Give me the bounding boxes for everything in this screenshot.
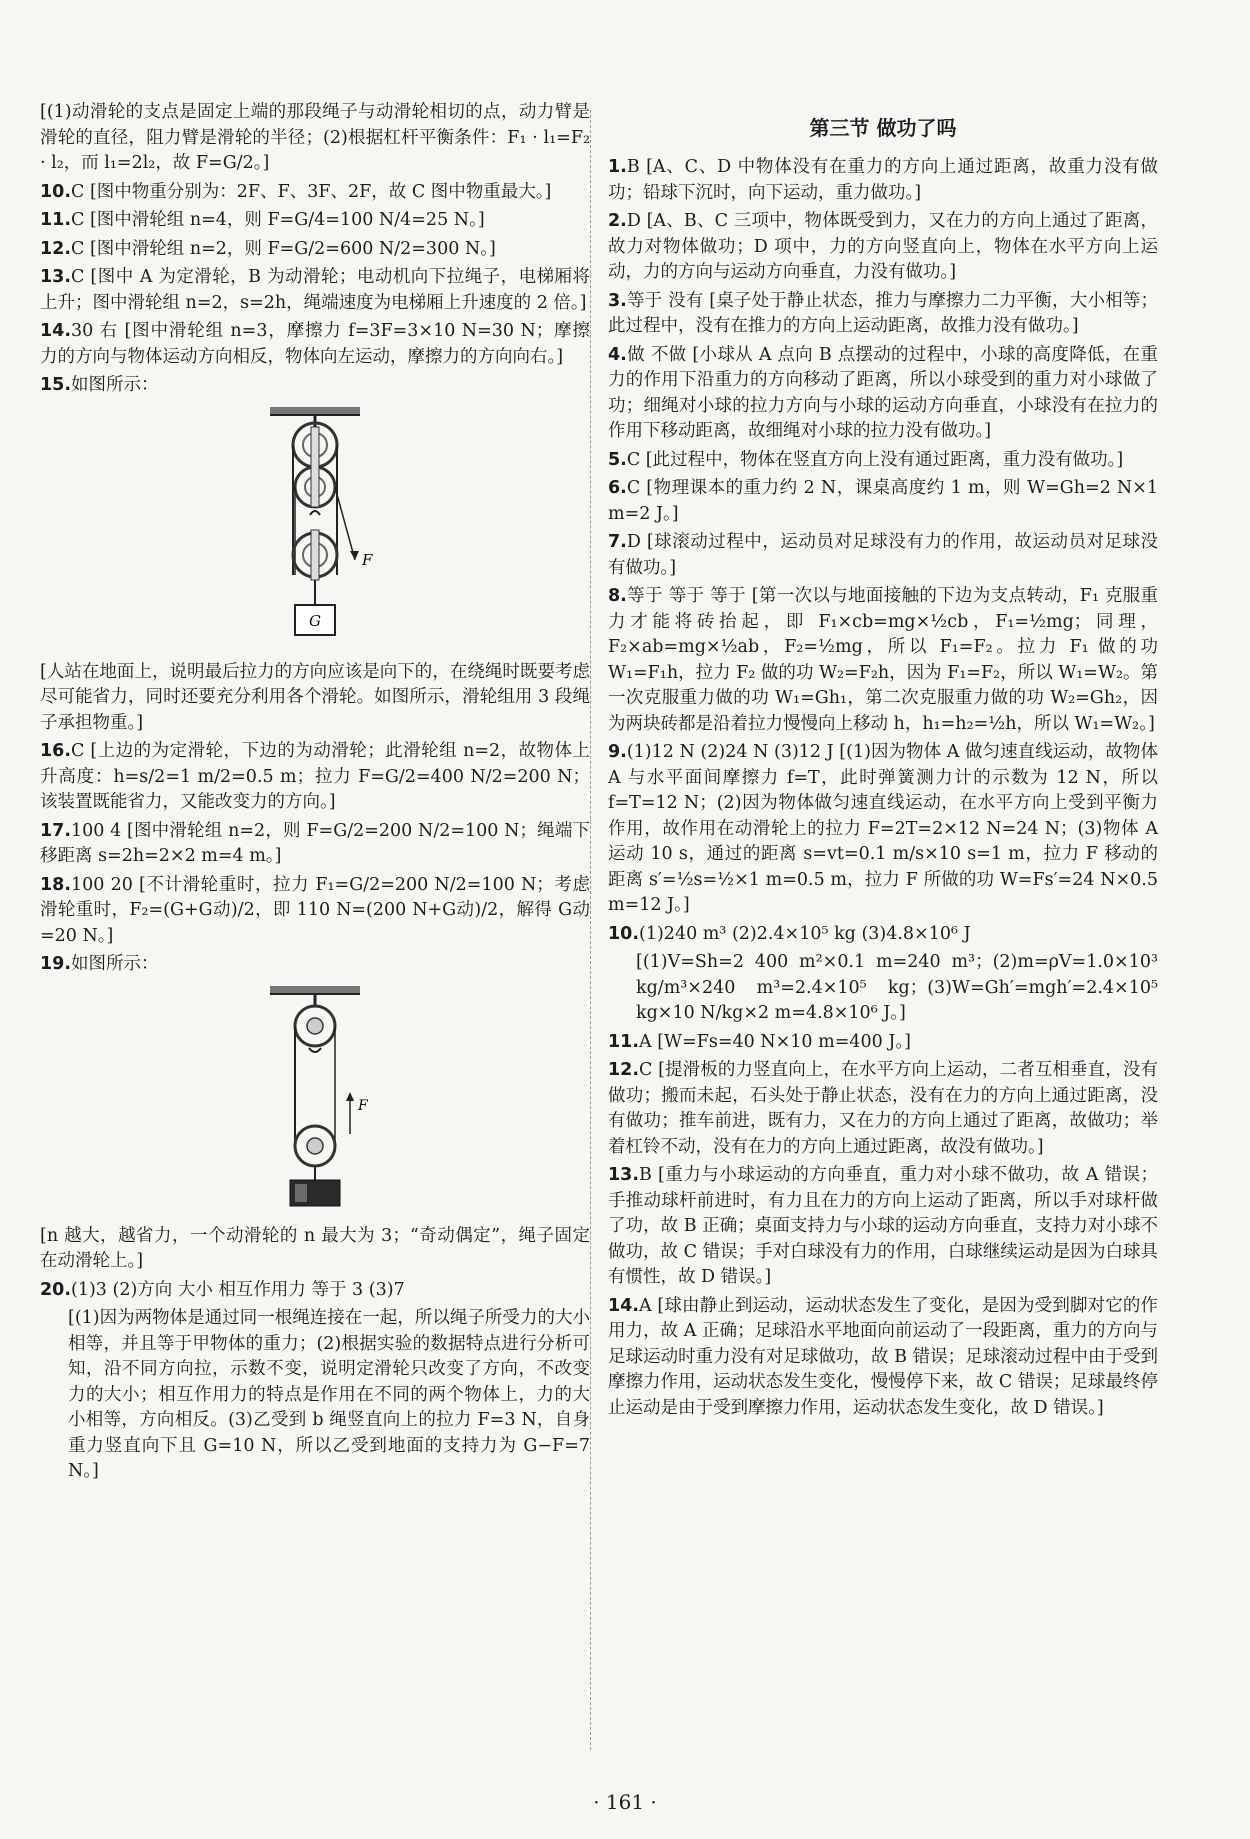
answer-20	[40, 1278, 590, 1304]
answer-15	[40, 373, 590, 399]
page-number: · 161 ·	[593, 1790, 657, 1814]
answer-18	[40, 873, 590, 950]
question-number: 14.	[608, 1295, 640, 1316]
question-number: 9.	[608, 742, 627, 762]
question-number: 16.	[40, 741, 72, 761]
answer-text: A [W=Fs=40 N×10 m=400 J。]	[639, 1031, 911, 1052]
section-title: 第三节 做功了吗	[809, 116, 957, 140]
answer-text: (1)3 (2)方向 大小 相互作用力 等于 3 (3)7	[71, 1279, 405, 1300]
question-number: 10.	[608, 923, 640, 944]
answer-12	[40, 237, 590, 263]
answer-19-explanation: [n 越大，越省力，一个动滑轮的 n 最大为 3；“奇动偶定”，绳子固定在动滑轮上。]	[40, 1225, 590, 1271]
answer-text: 30 右 [图中滑轮组 n=3，摩擦力 f=3F=3×10 N=30 N；摩擦力的方向与物体运动方向相反，物体向左运动，摩擦力的方向向右。]	[40, 321, 590, 367]
answer-text: 做 不做 [小球从 A 点向 B 点摆动的过程中，小球的高度降低，在重力的作用下沿重力的方向移动了距离，所以小球受到的重力对小球做了功；细绳对小球的拉力方向与小球的运动方向垂直，小球没有在拉力的作用下移动距离，故细绳对小球的拉力没有做功。]	[608, 344, 1158, 441]
answer-15-explanation: [人站在地面上，说明最后拉力的方向应该是向下的，在绕绳时既要考虑尽可能省力，同时还要充分利用各个滑轮。如图所示，滑轮组用 3 段绳子承担物重。]	[40, 661, 590, 733]
column-divider	[590, 110, 591, 1750]
pulley-diagram-19	[235, 984, 395, 1214]
answer-text: C [提滑板的力竖直向上，在水平方向上运动，二者互相垂直，没有做功；搬而未起，石头处于静止状态，没有在力的方向上通过距离，没有做功；推车前进，既有力，又在力的方向上通过了距离，故做功；举着杠铃不动，没有在力的方向上通过距离，故没有做功。]	[608, 1060, 1158, 1157]
answer-14	[40, 319, 590, 370]
answer-11	[40, 208, 590, 234]
question-number: 5.	[608, 449, 627, 470]
answer-r4	[608, 343, 1158, 445]
answer-r6	[608, 476, 1158, 527]
answer-r1	[608, 155, 1158, 206]
question-number: 15.	[40, 375, 72, 395]
answer-text: (1)12 N (2)24 N (3)12 J [(1)因为物体 A 做匀速直线运动，故物体 A 与水平面间摩擦力 f=T，此时弹簧测力计的示数为 12 N，所以 f=T=12 N；(2)因为物体做匀速直线运动，在水平方向上受到平衡力作用，故作用在动滑轮上的拉力 F=2T=2×12 N=24 N；(3)物体 A 运动 10 s，通过的距离 s=vt=0.1 m/s×10 s=1 m，拉力 F 移动的距离 s′=½s=½×1 m=0.5 m，拉力 F 所做的功 W=Fs′=24 N×0.5 m=12 J。]	[608, 742, 1158, 915]
question-number: 17.	[40, 820, 72, 841]
answer-r10	[608, 922, 1158, 948]
question-number: 1.	[608, 157, 627, 177]
question-number: 13.	[40, 267, 72, 287]
question-number: 4.	[608, 344, 627, 365]
answer-text: D [A、B、C 三项中，物体既受到力，又在力的方向上通过了距离，故力对物体做功；D 项中，力的方向竖直向上，物体在水平方向上运动，力的方向与运动方向垂直，力没有做功。]	[608, 211, 1158, 282]
answer-text: 100 4 [图中滑轮组 n=2，则 F=G/2=200 N/2=100 N；绳端下移距离 s=2h=2×2 m=4 m。]	[40, 820, 590, 866]
question-number: 6.	[608, 478, 627, 498]
question-number: 3.	[608, 290, 627, 311]
weight-label: G	[309, 611, 321, 630]
force-label: F	[358, 1097, 368, 1114]
answer-text: C [图中 A 为定滑轮，B 为动滑轮；电动机向下拉绳子，电梯厢将上升；图中滑轮组 n=2，s=2h，绳端速度为电梯厢上升速度的 2 倍。]	[40, 267, 590, 313]
ceiling	[270, 407, 360, 415]
answer-r8	[608, 584, 1158, 737]
answer-r7	[608, 530, 1158, 581]
question-number: 18.	[40, 874, 72, 895]
answer-9-continued: [(1)动滑轮的支点是固定上端的那段绳子与动滑轮相切的点，动力臂是滑轮的直径，阻力臂是滑轮的半径；(2)根据杠杆平衡条件：F₁ · l₁=F₂ · l₂，而 l₁=2l₂，故 F=G/2。]	[40, 102, 590, 173]
answer-text: D [球滚动过程中，运动员对足球没有力的作用，故运动员对足球没有做功。]	[608, 532, 1158, 578]
answer-r5	[608, 448, 1158, 474]
answer-text: C [此过程中，物体在竖直方向上没有通过距离，重力没有做功。]	[626, 449, 1124, 470]
question-number: 11.	[608, 1031, 640, 1052]
question-number: 12.	[40, 238, 72, 259]
answer-text: 如图所示：	[71, 375, 159, 395]
answer-20-explanation: [(1)因为两物体是通过同一根绳连接在一起，所以绳子所受力的大小相等，并且等于甲物体的重力；(2)根据实验的数据特点进行分析可知，沿不同方向拉，示数不变，说明定滑轮只改变了方向，不改变力的大小；相互作用力的特点是作用在不同的两个物体上，力的大小相等，方向相反。(3)乙受到 b 绳竖直向上的拉力 F=3 N，自身重力竖直向下且 G=10 N，所以乙受到地面的支持力为 G−F=7 N。]	[68, 1308, 590, 1481]
answer-r12	[608, 1058, 1158, 1160]
question-number: 19.	[40, 954, 72, 974]
right-column	[608, 100, 1158, 1424]
answer-r2	[608, 209, 1158, 286]
question-number: 8.	[608, 586, 627, 606]
answer-text: C [物理课本的重力约 2 N，课桌高度约 1 m，则 W=Gh=2 N×1 m=2 J。]	[608, 478, 1158, 524]
answer-text: 如图所示：	[71, 954, 159, 974]
question-number: 13.	[608, 1165, 640, 1185]
answer-r14	[608, 1294, 1158, 1422]
force-label: F	[362, 550, 373, 569]
answer-text: 等于 等于 等于 [第一次以与地面接触的下边为支点转动，F₁ 克服重力才能将砖抬起，即 F₁×cb=mg×½cb，F₁=½mg；同理，F₂×ab=mg×½ab，F₂=½mg，所以 F₁=F₂。拉力 F₁ 做的功 W₁=F₁h，拉力 F₂ 做的功 W₂=F₂h，因为 F₁=F₂，所以 W₁=W₂。第一次克服重力做的功 W₁=Gh₁，第二次克服重力做的功 W₂=Gh₂，因为两块砖都是沿着拉力慢慢向上移动 h，h₁=h₂=½h，所以 W₁=W₂。]	[608, 586, 1158, 734]
question-number: 2.	[608, 211, 627, 231]
question-number: 10.	[40, 181, 72, 202]
answer-r11	[608, 1030, 1158, 1056]
question-number: 14.	[40, 321, 72, 341]
answer-13	[40, 265, 590, 316]
question-number: 11.	[40, 210, 72, 230]
answer-17	[40, 819, 590, 870]
pulley-diagram-15	[220, 405, 410, 650]
answer-r13	[608, 1163, 1158, 1291]
answer-10	[40, 180, 590, 206]
answer-text: C [图中物重分别为：2F、F、3F、2F，故 C 图中物重最大。]	[71, 181, 552, 202]
answer-text: 100 20 [不计滑轮重时，拉力 F₁=G/2=200 N/2=100 N；考虑滑轮重时，F₂=(G+G动)/2，即 110 N=(200 N+G动)/2，解得 G动=20 N。]	[40, 874, 590, 946]
answer-16	[40, 739, 590, 816]
answer-r3	[608, 289, 1158, 340]
answer-r10-explanation: [(1)V=Sh=2 400 m²×0.1 m=240 m³；(2)m=ρV=1.0×10³ kg/m³×240 m³=2.4×10⁵ kg；(3)W=Gh′=mgh′=2.4×10⁵ kg×10 N/kg×2 m=4.8×10⁶ J。]	[636, 952, 1158, 1023]
left-column	[40, 100, 590, 1488]
answer-19	[40, 952, 590, 978]
answer-text: A [球由静止到运动，运动状态发生了变化，是因为受到脚对它的作用力，故 A 正确；足球沿水平地面向前运动了一段距离，重力的方向与足球运动时重力没有对足球做功，故 B 错误；足球滚动过程中由于受到摩擦力作用，运动状态发生变化，慢慢停下来，故 C 错误；足球最终停止运动是由于受到摩擦力作用，运动状态发生变化，故 D 错误。]	[608, 1295, 1158, 1418]
answer-text: C [图中滑轮组 n=2，则 F=G/2=600 N/2=300 N。]	[71, 238, 496, 259]
answer-text: B [重力与小球运动的方向垂直，重力对小球不做功，故 A 错误；手推动球杆前进时，有力且在力的方向上运动了距离，所以手对球杆做了功，故 B 正确；桌面支持力与小球的运动方向垂直，支持力对小球不做功，故 C 错误；手对白球没有力的作用，白球继续运动是因为白球具有惯性，故 D 错误。]	[608, 1165, 1158, 1287]
ceiling	[270, 986, 360, 994]
answer-text: B [A、C、D 中物体没有在重力的方向上通过距离，故重力没有做功；铅球下沉时，向下运动，重力做功。]	[608, 157, 1158, 203]
answer-text: C [图中滑轮组 n=4，则 F=G/4=100 N/4=25 N。]	[71, 210, 485, 230]
answer-r9	[608, 740, 1158, 919]
question-number: 12.	[608, 1060, 640, 1080]
answer-text: C [上边的为定滑轮，下边的为动滑轮；此滑轮组 n=2，故物体上升高度：h=s/2=1 m/2=0.5 m；拉力 F=G/2=400 N/2=200 N；该装置既能省力，又能改变力的方向。]	[40, 741, 590, 812]
answer-text: (1)240 m³ (2)2.4×10⁵ kg (3)4.8×10⁶ J	[639, 923, 971, 944]
question-number: 20.	[40, 1279, 72, 1300]
answer-text: 等于 没有 [桌子处于静止状态，推力与摩擦力二力平衡，大小相等；此过程中，没有在推力的方向上运动距离，故推力没有做功。]	[608, 290, 1158, 336]
question-number: 7.	[608, 532, 627, 552]
